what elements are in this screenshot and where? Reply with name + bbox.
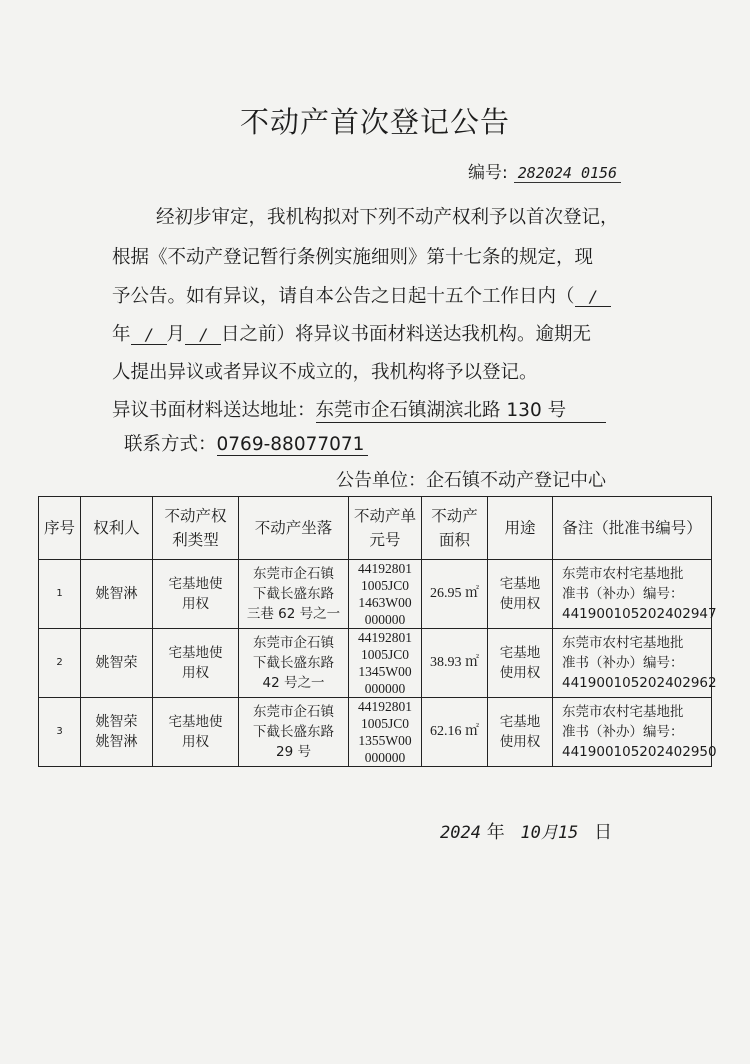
doc-number	[468, 158, 621, 183]
cell-area-line: 38.93 ㎡	[430, 655, 479, 670]
body-line-5: 人提出异议或者异议不成立的，我机构将予以登记。	[112, 362, 538, 383]
cell-note-line: 准书（补办）编号：	[562, 724, 684, 740]
cell-seq-line: 3	[56, 726, 63, 737]
date-year: 2024	[440, 823, 481, 843]
cell-unit-line: 000000	[364, 750, 406, 765]
cell-use-line: 使用权	[499, 665, 541, 681]
body-line-4	[112, 320, 672, 346]
cell-seq	[39, 560, 81, 629]
cell-holder	[81, 698, 153, 767]
cell-area-line: 62.16 ㎡	[430, 724, 479, 739]
cell-use	[488, 560, 553, 629]
cell-note-line: 441900105202402962	[562, 675, 717, 691]
cell-type-line: 宅基地使	[168, 576, 223, 592]
header-note: 备注（批准书编号）	[553, 497, 712, 560]
body-line-3-text: 予公告。如有异议，请自本公告之日起十五个工作日内（	[112, 286, 575, 307]
cell-location-line: 42 号之一	[262, 675, 325, 691]
body-line-3	[112, 282, 672, 308]
cell-type	[153, 560, 239, 629]
cell-area	[422, 629, 488, 698]
header-location: 不动产坐落	[239, 497, 349, 560]
cell-seq-line: 1	[56, 588, 63, 599]
cell-type-line: 宅基地使	[168, 714, 223, 730]
doc-number-value: 282024 0156	[514, 164, 621, 183]
header-type-l1: 不动产权	[164, 507, 227, 525]
announcement-date	[440, 818, 612, 844]
cell-use	[488, 629, 553, 698]
cell-location-line: 29 号	[276, 744, 311, 760]
date-month-day: 10月15	[520, 823, 579, 843]
cell-unit-line: 1005JC0	[360, 716, 409, 731]
cell-location	[239, 698, 349, 767]
cell-area-line: 26.95 ㎡	[430, 586, 479, 601]
deadline-blank-2: /	[131, 325, 167, 345]
cell-type-line: 宅基地使	[168, 645, 223, 661]
cell-holder-line: 姚智淋	[95, 734, 138, 750]
body-line-4-text: 日之前）将异议书面材料送达我机构。逾期无	[221, 324, 592, 345]
deadline-blank-1: /	[575, 287, 611, 307]
header-seq: 序号	[39, 497, 81, 560]
header-type	[153, 497, 239, 560]
header-unit	[349, 497, 422, 560]
address-label: 异议书面材料送达地址：	[112, 400, 316, 421]
cell-area	[422, 698, 488, 767]
deadline-blank-3: /	[185, 325, 221, 345]
cell-use-line: 使用权	[499, 734, 541, 750]
cell-location-line: 东莞市企石镇	[253, 635, 334, 651]
cell-use-line: 宅基地	[499, 645, 541, 661]
cell-use	[488, 698, 553, 767]
cell-type	[153, 698, 239, 767]
cell-location	[239, 629, 349, 698]
cell-location-line: 东莞市企石镇	[253, 704, 334, 720]
cell-type-line: 用权	[182, 734, 209, 750]
cell-unit	[349, 698, 422, 767]
cell-note-line: 东莞市农村宅基地批	[562, 704, 684, 720]
cell-note-line: 东莞市农村宅基地批	[562, 566, 684, 582]
header-unit-l1: 不动产单	[353, 507, 416, 525]
cell-unit-line: 44192801	[358, 630, 412, 645]
cell-note	[553, 629, 717, 698]
cell-area	[422, 560, 488, 629]
cell-note-line: 441900105202402950	[562, 744, 717, 760]
header-unit-l2: 元号	[369, 531, 401, 549]
cell-note-line: 准书（补办）编号：	[562, 655, 684, 671]
cell-location-line: 东莞市企石镇	[253, 566, 334, 582]
header-use: 用途	[488, 497, 553, 560]
cell-location	[239, 560, 349, 629]
body-line-1: 经初步审定，我机构拟对下列不动产权利予以首次登记，	[156, 207, 619, 228]
cell-location-line: 三巷 62 号之一	[246, 606, 341, 622]
cell-seq-line: 2	[56, 657, 63, 668]
cell-unit-line: 000000	[364, 612, 406, 627]
header-holder: 权利人	[81, 497, 153, 560]
cell-type	[153, 629, 239, 698]
cell-type-line: 用权	[182, 665, 209, 681]
address-line	[112, 396, 672, 423]
cell-note	[553, 560, 717, 629]
header-area-l1: 不动产	[431, 507, 478, 525]
cell-holder	[81, 629, 153, 698]
header-area-l2: 面积	[438, 531, 470, 549]
cell-unit-line: 1345W00	[358, 664, 412, 679]
cell-holder	[81, 560, 153, 629]
table-header-row	[39, 497, 712, 560]
page-title: 不动产首次登记公告	[239, 105, 510, 139]
cell-seq	[39, 629, 81, 698]
table-row	[39, 629, 712, 698]
cell-holder-line: 姚智荣	[95, 714, 138, 730]
cell-unit-line: 000000	[364, 681, 406, 696]
date-day-label: 日	[594, 822, 613, 843]
doc-number-label: 编号:	[468, 163, 508, 183]
registration-table	[38, 496, 717, 767]
header-type-l2: 利类型	[172, 531, 219, 549]
cell-unit-line: 1005JC0	[360, 647, 409, 662]
cell-location-line: 下截长盛东路	[253, 724, 334, 740]
date-year-label: 年	[486, 822, 505, 843]
cell-holder-line: 姚智荣	[95, 655, 138, 671]
cell-unit-line: 44192801	[358, 561, 412, 576]
cell-seq	[39, 698, 81, 767]
table-row	[39, 698, 712, 767]
cell-location-line: 下截长盛东路	[253, 655, 334, 671]
cell-unit-line: 1463W00	[358, 595, 412, 610]
contact-value: 0769-88077071	[217, 434, 369, 456]
cell-unit-line: 1005JC0	[360, 578, 409, 593]
cell-location-line: 下截长盛东路	[253, 586, 334, 602]
cell-unit-line: 1355W00	[358, 733, 412, 748]
cell-note	[553, 698, 717, 767]
cell-note-line: 441900105202402947	[562, 606, 717, 622]
cell-unit-line: 44192801	[358, 699, 412, 714]
cell-unit	[349, 629, 422, 698]
address-value: 东莞市企石镇湖滨北路 130 号	[316, 396, 607, 423]
contact-label: 联系方式：	[124, 434, 217, 455]
body-line-2: 根据《不动产登记暂行条例实施细则》第十七条的规定，现	[112, 247, 594, 268]
header-area	[422, 497, 488, 560]
cell-holder-line: 姚智淋	[95, 586, 138, 602]
month-label: 月	[166, 324, 186, 345]
contact-line	[124, 430, 684, 456]
cell-type-line: 用权	[182, 596, 209, 612]
year-label: 年	[112, 324, 131, 345]
issuer: 公告单位：企石镇不动产登记中心	[336, 470, 606, 491]
cell-use-line: 宅基地	[499, 714, 541, 730]
cell-use-line: 宅基地	[499, 576, 541, 592]
cell-unit	[349, 560, 422, 629]
cell-note-line: 东莞市农村宅基地批	[562, 635, 684, 651]
cell-use-line: 使用权	[499, 596, 541, 612]
cell-note-line: 准书（补办）编号：	[562, 586, 684, 602]
table-row	[39, 560, 712, 629]
